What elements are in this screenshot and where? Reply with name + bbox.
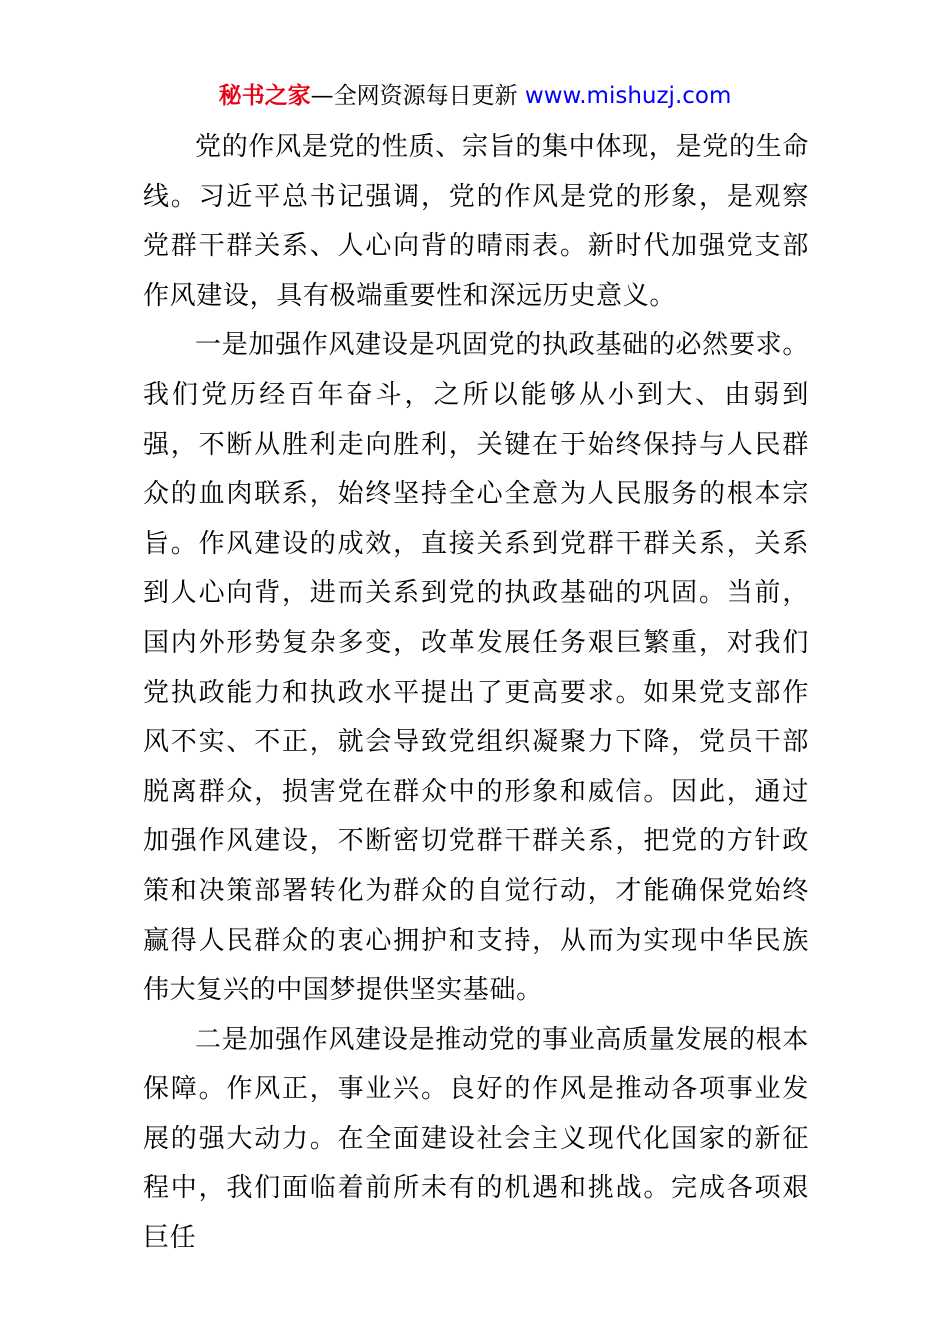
paragraph-point-two: 二是加强作风建设是推动党的事业高质量发展的根本保障。作风正，事业兴。良好的作风是推动各项事业发展的强大动力。在全面建设社会主义现代化国家的新征程中，我们面临着前所未有的机遇和挑战。完成各项艰巨任 — [143, 1024, 809, 1254]
paragraph-intro: 党的作风是党的性质、宗旨的集中体现，是党的生命线。习近平总书记强调，党的作风是党的形象，是观察党群干群关系、人心向背的晴雨表。新时代加强党支部作风建设，具有极端重要性和深远历史意义。 — [143, 132, 809, 311]
header-url-link[interactable]: www.mishuzj.com — [524, 83, 732, 109]
header-brand: 秘书之家 — [218, 83, 311, 109]
header-tagline: —全网资源每日更新 — [310, 83, 518, 109]
page-header — [0, 80, 950, 112]
paragraph-point-one: 一是加强作风建设是巩固党的执政基础的必然要求。我们党历经百年奋斗，之所以能够从小到大、由弱到强，不断从胜利走向胜利，关键在于始终保持与人民群众的血肉联系，始终坚持全心全意为人民服务的根本宗旨。作风建设的成效，直接关系到党群干群关系，关系到人心向背，进而关系到党的执政基础的巩固。当前，国内外形势复杂多变，改革发展任务艰巨繁重，对我们党执政能力和执政水平提出了更高要求。如果党支部作风不实、不正，就会导致党组织凝聚力下降，党员干部脱离群众，损害党在群众中的形象和威信。因此，通过加强作风建设，不断密切党群干群关系，把党的方针政策和决策部署转化为群众的自觉行动，才能确保党始终赢得人民群众的衷心拥护和支持，从而为实现中华民族伟大复兴的中国梦提供坚实基础。 — [143, 330, 809, 1006]
document-body — [143, 123, 809, 1264]
